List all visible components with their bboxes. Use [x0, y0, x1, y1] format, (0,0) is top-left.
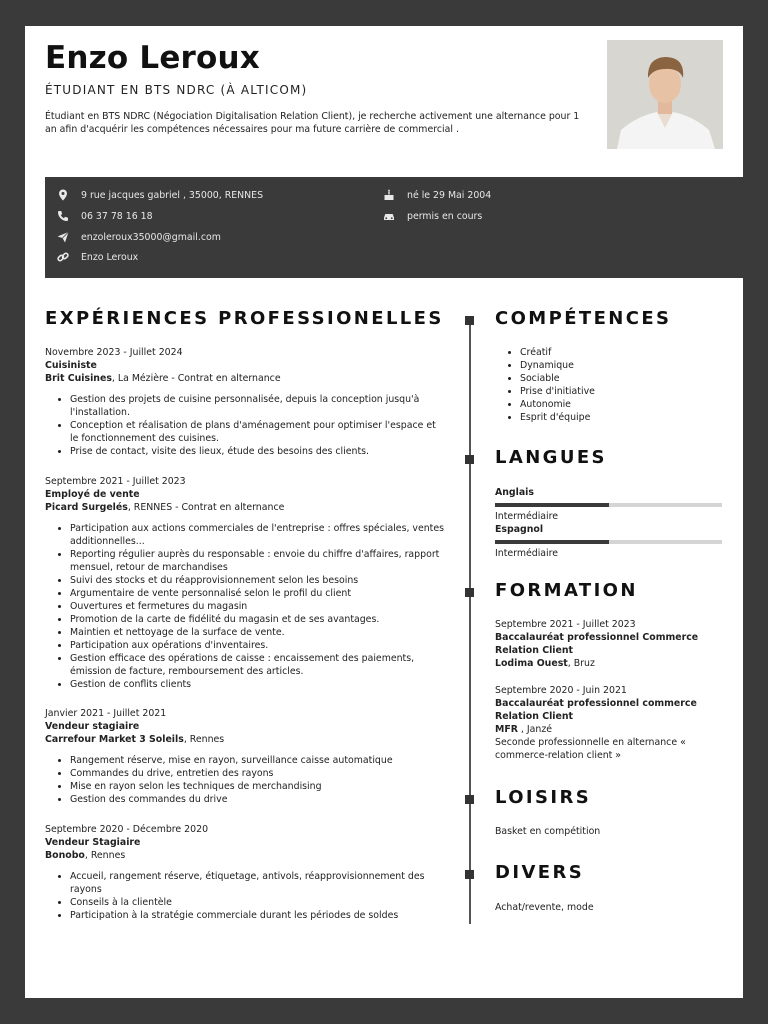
job-employer: Brit Cuisines: [45, 373, 112, 384]
license-text: permis en cours: [407, 210, 483, 222]
education-school-line: [495, 657, 725, 670]
language-level: Intermédiaire: [495, 511, 559, 522]
job-role: Vendeur stagiaire: [45, 721, 140, 732]
job-bullets: [45, 522, 445, 691]
job-date: Novembre 2023 - Juillet 2024: [45, 347, 183, 358]
job-employer: Carrefour Market 3 Soleils: [45, 734, 184, 745]
list-item: • Sociable: [520, 372, 725, 385]
language-name: Anglais: [495, 487, 534, 498]
send-icon: [57, 231, 69, 243]
list-item: • Commandes du drive, entretien des rayons: [70, 767, 445, 780]
experience-section-title: EXPÉRIENCES PROFESSIONELLES: [45, 308, 444, 329]
job-role: Vendeur Stagiaire: [45, 837, 141, 848]
languages-section-title: LANGUES: [495, 447, 607, 468]
contact-band: [45, 177, 743, 278]
misc-section-title: DIVERS: [495, 862, 585, 883]
job-date: Septembre 2020 - Décembre 2020: [45, 824, 209, 835]
education-degree: Baccalauréat professionnel commerce Relation Client: [495, 698, 697, 722]
job-employer-line: [45, 372, 445, 385]
job-role: Cuisiniste: [45, 360, 97, 371]
list-item: • Promotion de la carte de fidélité du magasin et de ses avantages.: [70, 613, 445, 626]
list-item: • Autonomie: [520, 398, 725, 411]
location-icon: [57, 189, 69, 201]
job-location: , La Mézière - Contrat en alternance: [111, 373, 281, 384]
job-bullets: [45, 393, 445, 458]
section-marker: [465, 795, 474, 804]
education-date: Septembre 2021 - Juillet 2023: [495, 619, 636, 630]
education-date: Septembre 2020 - Juin 2021: [495, 685, 627, 696]
list-item: • Gestion des commandes du drive: [70, 793, 445, 806]
education-list: [495, 618, 725, 776]
education-school-line: [495, 723, 725, 736]
job-bullets: [45, 870, 445, 922]
job-date: Septembre 2021 - Juillet 2023: [45, 476, 186, 487]
contact-link[interactable]: [57, 251, 138, 263]
language-level-bar: [495, 503, 722, 507]
contact-email[interactable]: [57, 231, 221, 243]
list-item: • Conception et réalisation de plans d'aménagement pour optimiser l'espace et le fonctionnement des cuisines.: [70, 419, 445, 445]
job-location: , RENNES - Contrat en alternance: [127, 502, 285, 513]
education-school: Lodima Ouest: [495, 658, 568, 669]
timeline-line: [469, 320, 471, 924]
misc-text: Achat/revente, mode: [495, 902, 594, 913]
list-item: • Dynamique: [520, 359, 725, 372]
education-degree: Baccalauréat professionnel Commerce Relation Client: [495, 632, 699, 656]
profile-photo: [607, 40, 723, 149]
job-date: Janvier 2021 - Juillet 2021: [45, 708, 167, 719]
list-item: • Prise d'initiative: [520, 385, 725, 398]
job-employer-line: [45, 501, 445, 514]
link-icon: [57, 251, 69, 263]
experience-entry: [45, 475, 445, 691]
education-place: , Bruz: [567, 658, 595, 669]
section-marker: [465, 870, 474, 879]
cake-icon: [383, 189, 395, 201]
phone-icon: [57, 210, 69, 222]
section-marker: [465, 316, 474, 325]
job-location: , Rennes: [84, 850, 126, 861]
profile-summary: Étudiant en BTS NDRC (Négociation Digitalisation Relation Client), je recherche activement une alternance pour 1 an afin d'acquérir les compétences nécessaires pour ma future carrière de commercial .: [45, 111, 580, 135]
language-level-bar: [495, 540, 722, 544]
list-item: • Participation à la stratégie commerciale durant les périodes de soldes: [70, 909, 445, 922]
job-employer: Picard Surgelés: [45, 502, 128, 513]
job-bullets: [45, 754, 445, 806]
education-section-title: FORMATION: [495, 580, 638, 601]
job-employer-line: [45, 849, 445, 862]
list-item: • Esprit d'équipe: [520, 411, 725, 424]
resume-page: [25, 26, 743, 998]
contact-license: [383, 210, 482, 222]
section-marker: [465, 455, 474, 464]
list-item: • Participation aux opérations d'inventaires.: [70, 639, 445, 652]
candidate-headline: ÉTUDIANT EN BTS NDRC (À ALTICOM): [45, 83, 308, 97]
list-item: • Créatif: [520, 346, 725, 359]
list-item: • Prise de contact, visite des lieux, étude des besoins des clients.: [70, 445, 445, 458]
contact-phone[interactable]: [57, 210, 153, 222]
language-name: Espagnol: [495, 524, 544, 535]
job-employer-line: [45, 733, 445, 746]
hobbies-text: Basket en compétition: [495, 826, 601, 837]
experience-entry: [45, 346, 445, 458]
car-icon: [383, 210, 395, 222]
skills-section-title: COMPÉTENCES: [495, 308, 672, 329]
phone-text: 06 37 78 16 18: [81, 210, 153, 222]
address-text: 9 rue jacques gabriel , 35000, RENNES: [81, 189, 264, 201]
link-text: Enzo Leroux: [81, 251, 139, 263]
education-school: MFR: [495, 724, 518, 735]
section-marker: [465, 588, 474, 597]
list-item: • Maintien et nettoyage de la surface de vente.: [70, 626, 445, 639]
hobbies-section-title: LOISIRS: [495, 787, 592, 808]
contact-birth: [383, 189, 491, 201]
list-item: • Gestion efficace des opérations de caisse : encaissement des paiements, émission de facture, remboursement des articles.: [70, 652, 445, 678]
candidate-name: Enzo Leroux: [45, 40, 261, 76]
job-employer: Bonobo: [45, 850, 85, 861]
list-item: • Gestion des projets de cuisine personnalisée, depuis la conception jusqu'à l'installation.: [70, 393, 445, 419]
list-item: • Ouvertures et fermetures du magasin: [70, 600, 445, 613]
language-level-fill: [495, 540, 609, 544]
list-item: • Accueil, rangement réserve, étiquetage, antivols, réapprovisionnement des rayons: [70, 870, 445, 896]
list-item: • Reporting régulier auprès du responsable : envoie du chiffre d'affaires, rapport mensuel, retour de marchandises: [70, 548, 445, 574]
list-item: • Conseils à la clientèle: [70, 896, 445, 909]
contact-address: [57, 189, 263, 201]
job-role: Employé de vente: [45, 489, 140, 500]
education-place: , Janzé: [517, 724, 553, 735]
birth-text: né le 29 Mai 2004: [407, 189, 492, 201]
job-location: , Rennes: [183, 734, 225, 745]
skills-list: [495, 346, 725, 424]
list-item: • Mise en rayon selon les techniques de merchandising: [70, 780, 445, 793]
experience-entry: [45, 707, 445, 806]
email-text: enzoleroux35000@gmail.com: [81, 231, 221, 243]
education-entry: [495, 618, 725, 670]
language-level-fill: [495, 503, 609, 507]
list-item: • Suivi des stocks et du réapprovisionnement selon les besoins: [70, 574, 445, 587]
experience-entry: [45, 823, 445, 922]
list-item: • Participation aux actions commerciales de l'entreprise : offres spéciales, ventes additionnelles...: [70, 522, 445, 548]
list-item: • Rangement réserve, mise en rayon, surveillance caisse automatique: [70, 754, 445, 767]
languages-list: [495, 486, 725, 560]
language-level: Intermédiaire: [495, 548, 559, 559]
list-item: • Argumentaire de vente personnalisé selon le profil du client: [70, 587, 445, 600]
education-note: Seconde professionnelle en alternance « commerce-relation client »: [495, 737, 686, 761]
list-item: • Gestion de conflits clients: [70, 678, 445, 691]
education-entry: [495, 684, 725, 762]
